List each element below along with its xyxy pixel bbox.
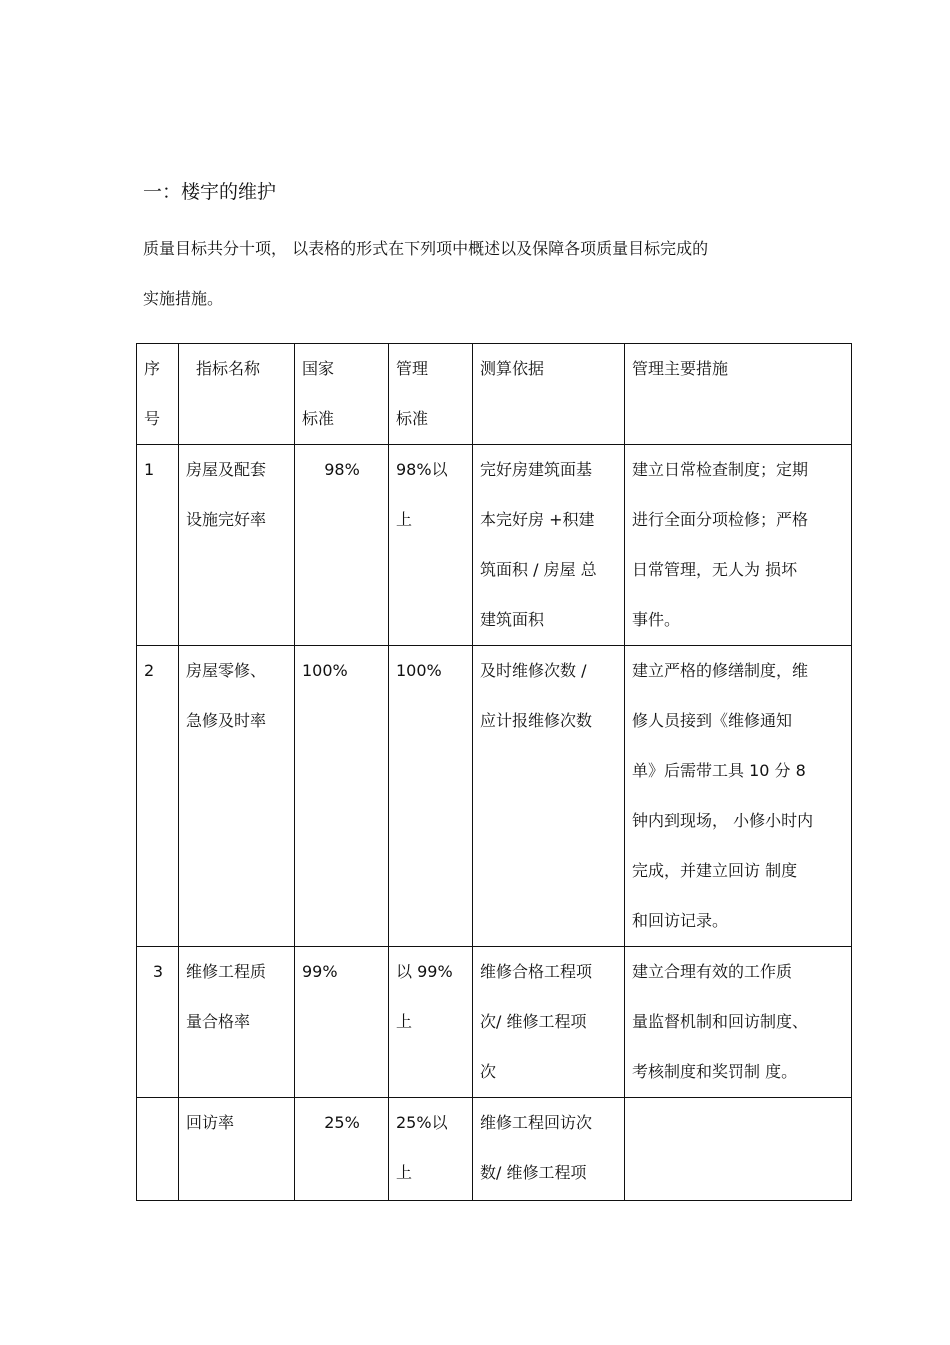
cell-text: 完成，并建立回访 制度 — [632, 861, 798, 880]
cell-text: 考核制度和奖罚制 度。 — [632, 1062, 798, 1081]
table-row — [137, 947, 852, 1098]
cell-text: 次 — [480, 1062, 497, 1081]
cell-text: 及时维修次数 / — [480, 661, 587, 680]
header-text: 指标名称 — [196, 359, 261, 378]
cell-management — [389, 646, 473, 947]
table-row — [137, 1098, 852, 1201]
header-text: 序 — [144, 359, 161, 378]
cell-text: 2 — [144, 661, 155, 680]
cell-basis — [473, 947, 625, 1098]
cell-seq — [137, 445, 179, 646]
header-national — [295, 344, 389, 445]
cell-seq — [137, 1098, 179, 1201]
cell-seq — [137, 947, 179, 1098]
cell-text: 上 — [396, 1012, 413, 1031]
table-row — [137, 646, 852, 947]
cell-text: 完好房建筑面基 — [480, 460, 593, 479]
cell-text: 建立合理有效的工作质 — [632, 962, 793, 981]
header-text: 管理主要措施 — [632, 359, 729, 378]
cell-measures — [625, 646, 852, 947]
cell-text: 量合格率 — [186, 1012, 251, 1031]
cell-text: 应计报维修次数 — [480, 711, 593, 730]
cell-name — [179, 1098, 295, 1201]
cell-text: 修人员接到《维修通知 — [632, 711, 793, 730]
cell-national — [295, 646, 389, 947]
cell-text: 以 99% — [396, 962, 453, 981]
cell-text: 上 — [396, 510, 413, 529]
header-basis — [473, 344, 625, 445]
cell-text: 98% — [324, 460, 360, 479]
cell-text: 量监督机制和回访制度、 — [632, 1012, 809, 1031]
cell-national — [295, 445, 389, 646]
cell-name — [179, 646, 295, 947]
cell-basis — [473, 1098, 625, 1201]
quality-target-table — [136, 343, 852, 1201]
cell-text: 设施完好率 — [186, 510, 267, 529]
cell-national — [295, 947, 389, 1098]
header-text: 标准 — [396, 409, 429, 428]
header-text: 国家 — [302, 359, 335, 378]
cell-text: 25% — [324, 1113, 360, 1132]
cell-text: 筑面积 / 房屋 总 — [480, 560, 597, 579]
cell-text: 房屋零修、 — [186, 661, 267, 680]
section-heading: 一：楼宇的维护 — [143, 181, 277, 203]
cell-text: 回访率 — [186, 1113, 235, 1132]
cell-text: 上 — [396, 1163, 413, 1182]
cell-management — [389, 1098, 473, 1201]
cell-text: 建筑面积 — [480, 610, 545, 629]
header-text: 测算依据 — [480, 359, 545, 378]
cell-basis — [473, 646, 625, 947]
cell-text: 房屋及配套 — [186, 460, 267, 479]
cell-management — [389, 445, 473, 646]
cell-measures — [625, 445, 852, 646]
cell-text: 100% — [396, 661, 442, 680]
cell-text: 本完好房 +积建 — [480, 510, 595, 529]
header-name — [179, 344, 295, 445]
cell-text: 数/ 维修工程项 — [480, 1163, 587, 1182]
header-text: 号 — [144, 409, 161, 428]
cell-text: 25%以 — [396, 1113, 448, 1132]
header-text: 管理 — [396, 359, 429, 378]
cell-text: 100% — [302, 661, 348, 680]
intro-line: 质量目标共分十项， 以表格的形式在下列项中概述以及保障各项质量目标完成的 — [143, 239, 709, 258]
cell-seq — [137, 646, 179, 947]
header-management — [389, 344, 473, 445]
cell-text: 进行全面分项检修；严格 — [632, 510, 809, 529]
cell-text: 日常管理，无人为 损坏 — [632, 560, 798, 579]
cell-text: 建立日常检查制度；定期 — [632, 460, 809, 479]
cell-national — [295, 1098, 389, 1201]
cell-text: 急修及时率 — [186, 711, 267, 730]
cell-measures — [625, 947, 852, 1098]
cell-text: 99% — [302, 962, 338, 981]
cell-text: 事件。 — [632, 610, 681, 629]
cell-text: 3 — [152, 962, 164, 981]
cell-text: 次/ 维修工程项 — [480, 1012, 587, 1031]
cell-text: 建立严格的修缮制度，维 — [632, 661, 809, 680]
cell-text: 维修合格工程项 — [480, 962, 593, 981]
cell-management — [389, 947, 473, 1098]
cell-text: 和回访记录。 — [632, 911, 729, 930]
header-text: 标准 — [302, 409, 335, 428]
table-row — [137, 445, 852, 646]
header-measures — [625, 344, 852, 445]
intro-paragraph — [143, 224, 823, 324]
cell-name — [179, 445, 295, 646]
cell-text: 钟内到现场， 小修小时内 — [632, 811, 814, 830]
cell-text: 维修工程回访次 — [480, 1113, 593, 1132]
header-seq — [137, 344, 179, 445]
cell-text: 1 — [144, 460, 155, 479]
table-header-row — [137, 344, 852, 445]
cell-basis — [473, 445, 625, 646]
cell-text: 98%以 — [396, 460, 448, 479]
cell-text: 单》后需带工具 10 分 8 — [632, 761, 806, 780]
cell-measures — [625, 1098, 852, 1201]
cell-name — [179, 947, 295, 1098]
intro-line: 实施措施。 — [143, 289, 224, 308]
cell-text: 维修工程质 — [186, 962, 267, 981]
